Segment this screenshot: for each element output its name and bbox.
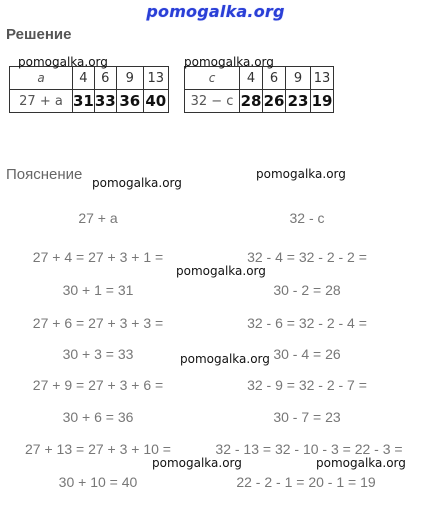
table-row bbox=[10, 67, 169, 90]
left-work-line: 30 + 6 = 36 bbox=[62, 409, 134, 425]
left-work-line: 30 + 10 = 40 bbox=[58, 474, 138, 490]
table-c-result-cell: 26 bbox=[263, 90, 286, 113]
watermark: pomogalka.org bbox=[184, 55, 274, 69]
watermark: pomogalka.org bbox=[256, 167, 346, 181]
right-column-title: 32 - c bbox=[289, 210, 325, 226]
table-row bbox=[185, 90, 334, 113]
table-a-result-cell: 33 bbox=[94, 90, 116, 113]
table-a-result-cell: 36 bbox=[116, 90, 143, 113]
table-a-input-cell: 9 bbox=[116, 67, 143, 90]
explanation-heading: Пояснение bbox=[6, 166, 83, 183]
table-a-input-cell: 13 bbox=[143, 67, 168, 90]
right-work-line: 30 - 2 = 28 bbox=[273, 282, 341, 298]
table-a-input-cell: 4 bbox=[73, 67, 95, 90]
table-a-expr-cell: 27 + a bbox=[10, 90, 73, 113]
right-work-line: 30 - 7 = 23 bbox=[273, 409, 341, 425]
watermark: pomogalka.org bbox=[316, 456, 406, 470]
site-title: pomogalka.org bbox=[146, 2, 285, 21]
table-c-input-cell: 13 bbox=[311, 67, 334, 90]
watermark: pomogalka.org bbox=[18, 55, 108, 69]
table-row bbox=[185, 67, 334, 90]
left-column-title: 27 + a bbox=[78, 210, 118, 226]
table-c-result-cell: 23 bbox=[286, 90, 311, 113]
right-work-line: 32 - 13 = 32 - 10 - 3 = 22 - 3 = bbox=[215, 441, 403, 457]
left-work-line: 27 + 4 = 27 + 3 + 1 = bbox=[32, 249, 164, 265]
right-work-line: 32 - 6 = 32 - 2 - 4 = bbox=[247, 315, 367, 331]
table-a-result-cell: 31 bbox=[73, 90, 95, 113]
table-c-result-cell: 19 bbox=[311, 90, 334, 113]
left-work-line: 27 + 13 = 27 + 3 + 10 = bbox=[25, 441, 171, 457]
watermark: pomogalka.org bbox=[152, 456, 242, 470]
left-work-line: 27 + 9 = 27 + 3 + 6 = bbox=[32, 377, 164, 393]
right-work-line: 22 - 2 - 1 = 20 - 1 = 19 bbox=[236, 474, 376, 490]
table-row bbox=[10, 90, 169, 113]
table-a-var-cell: a bbox=[10, 67, 73, 90]
table-a-input-cell: 6 bbox=[94, 67, 116, 90]
left-work-line: 27 + 6 = 27 + 3 + 3 = bbox=[32, 315, 164, 331]
watermark: pomogalka.org bbox=[176, 264, 266, 278]
watermark: pomogalka.org bbox=[92, 176, 182, 190]
solution-heading: Решение bbox=[6, 26, 72, 43]
left-work-line: 30 + 1 = 31 bbox=[62, 282, 134, 298]
left-work-line: 30 + 3 = 33 bbox=[62, 346, 134, 362]
table-c-input-cell: 9 bbox=[286, 67, 311, 90]
watermark: pomogalka.org bbox=[180, 352, 270, 366]
table-27-plus-a bbox=[9, 66, 169, 113]
table-a-result-cell: 40 bbox=[143, 90, 168, 113]
right-work-line: 30 - 4 = 26 bbox=[273, 346, 341, 362]
table-c-input-cell: 4 bbox=[240, 67, 263, 90]
table-c-input-cell: 6 bbox=[263, 67, 286, 90]
table-32-minus-c bbox=[184, 66, 334, 113]
right-work-line: 32 - 4 = 32 - 2 - 2 = bbox=[247, 249, 367, 265]
table-c-var-cell: c bbox=[185, 67, 240, 90]
table-c-result-cell: 28 bbox=[240, 90, 263, 113]
right-work-line: 32 - 9 = 32 - 2 - 7 = bbox=[247, 377, 367, 393]
table-c-expr-cell: 32 − c bbox=[185, 90, 240, 113]
